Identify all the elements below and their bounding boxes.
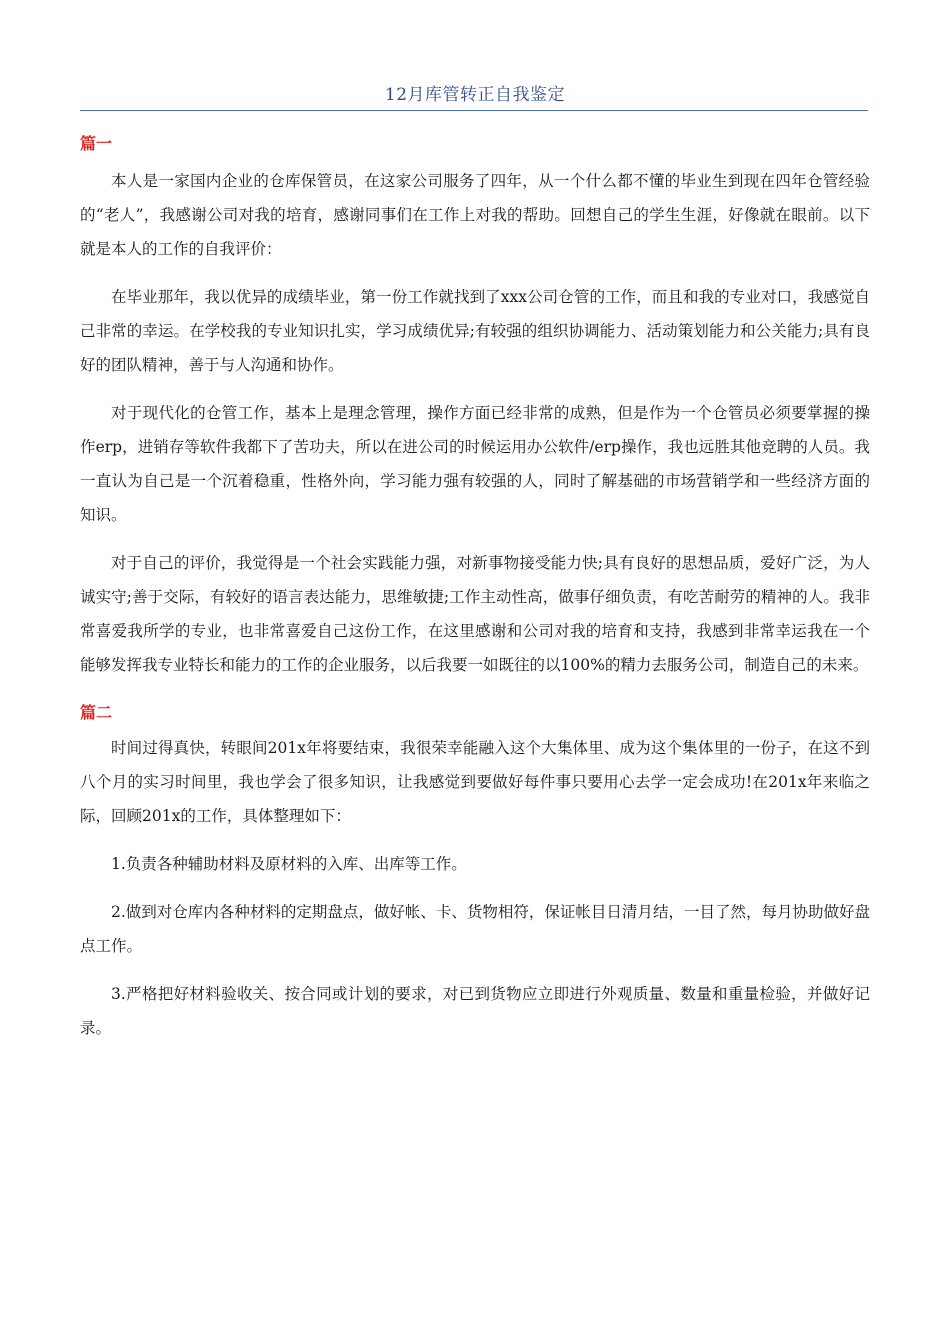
section-2-item-2: 2.做到对仓库内各种材料的定期盘点，做好帐、卡、货物相符，保证帐目日清月结，一目了然，每月协助做好盘点工作。 <box>80 903 870 955</box>
section-2-item-1: 1.负责各种辅助材料及原材料的入库、出库等工作。 <box>111 855 467 873</box>
section-1-paragraph-1: 本人是一家国内企业的仓库保管员，在这家公司服务了四年，从一个什么都不懂的毕业生到现在四年仓管经验的“老人”，我感谢公司对我的培育，感谢同事们在工作上对我的帮助。回想自己的学生生涯，好像就在眼前。以下就是本人的工作的自我评价： <box>80 172 870 258</box>
section-2-item-3: 3.严格把好材料验收关、按合同或计划的要求，对已到货物应立即进行外观质量、数量和重量检验，并做好记录。 <box>80 985 870 1037</box>
section-1-paragraph-4: 对于自己的评价，我觉得是一个社会实践能力强，对新事物接受能力快;具有良好的思想品质，爱好广泛，为人诚实守;善于交际，有较好的语言表达能力，思维敏捷;工作主动性高，做事仔细负责，有吃苦耐劳的精神的人。我非常喜爱我所学的专业，也非常喜爱自己这份工作，在这里感谢和公司对我的培育和支持，我感到非常幸运我在一个能够发挥我专业特长和能力的工作的企业服务，以后我要一如既往的以100%的精力去服务公司，制造自己的未来。 <box>80 554 870 674</box>
section-heading-2: 篇二 <box>80 703 113 722</box>
document-title: 12月库管转正自我鉴定 <box>384 85 566 105</box>
document-page <box>80 0 870 1045</box>
section-2-paragraph-1: 时间过得真快，转眼间201x年将要结束，我很荣幸能融入这个大集体里、成为这个集体里的一份子，在这不到八个月的实习时间里，我也学会了很多知识，让我感觉到要做好每件事只要用心去学一定会成功!在201x年来临之际，回顾201x的工作，具体整理如下： <box>80 739 870 825</box>
section-1-paragraph-2: 在毕业那年，我以优异的成绩毕业，第一份工作就找到了xxx公司仓管的工作，而且和我的专业对口，我感觉自己非常的幸运。在学校我的专业知识扎实，学习成绩优异;有较强的组织协调能力、活动策划能力和公关能力;具有良好的团队精神，善于与人沟通和协作。 <box>80 288 870 374</box>
section-heading-1: 篇一 <box>80 134 113 153</box>
title-divider <box>80 110 868 111</box>
section-1-paragraph-3: 对于现代化的仓管工作，基本上是理念管理，操作方面已经非常的成熟，但是作为一个仓管员必须要掌握的操作erp，进销存等软件我都下了苦功夫，所以在进公司的时候运用办公软件/erp操作，我也远胜其他竞聘的人员。我一直认为自己是一个沉着稳重，性格外向，学习能力强有较强的人，同时了解基础的市场营销学和一些经济方面的知识。 <box>80 404 870 524</box>
